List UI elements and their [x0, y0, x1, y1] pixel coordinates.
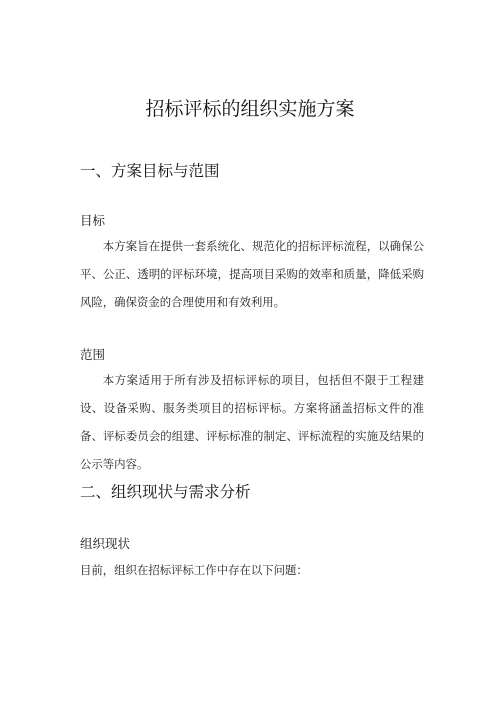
paragraph-scope: 本方案适用于所有涉及招标评标的项目，包括但不限于工程建设、设备采购、服务类项目的招标评标。方案将涵盖招标文件的准备、评标委员会的组建、评标标准的制定、评标流程的实施及结果的公示等内容。 [80, 373, 424, 471]
paragraph-goal: 本方案旨在提供一套系统化、规范化的招标评标流程，以确保公平、公正、透明的评标环境，提高项目采购的效率和质量，降低采购风险，确保资金的合理使用和有效利用。 [80, 239, 424, 309]
section-heading-status-analysis: 二、组织现状与需求分析 [80, 483, 251, 501]
paragraph-current-status: 目前，组织在招标评标工作中存在以下问题： [80, 563, 308, 577]
subsection-heading-scope: 范围 [80, 347, 106, 362]
subsection-heading-current-status: 组织现状 [80, 536, 131, 551]
document-title: 招标评标的组织实施方案 [145, 98, 355, 120]
subsection-heading-goal: 目标 [80, 213, 106, 228]
section-heading-goals-scope: 一、方案目标与范围 [80, 162, 220, 180]
